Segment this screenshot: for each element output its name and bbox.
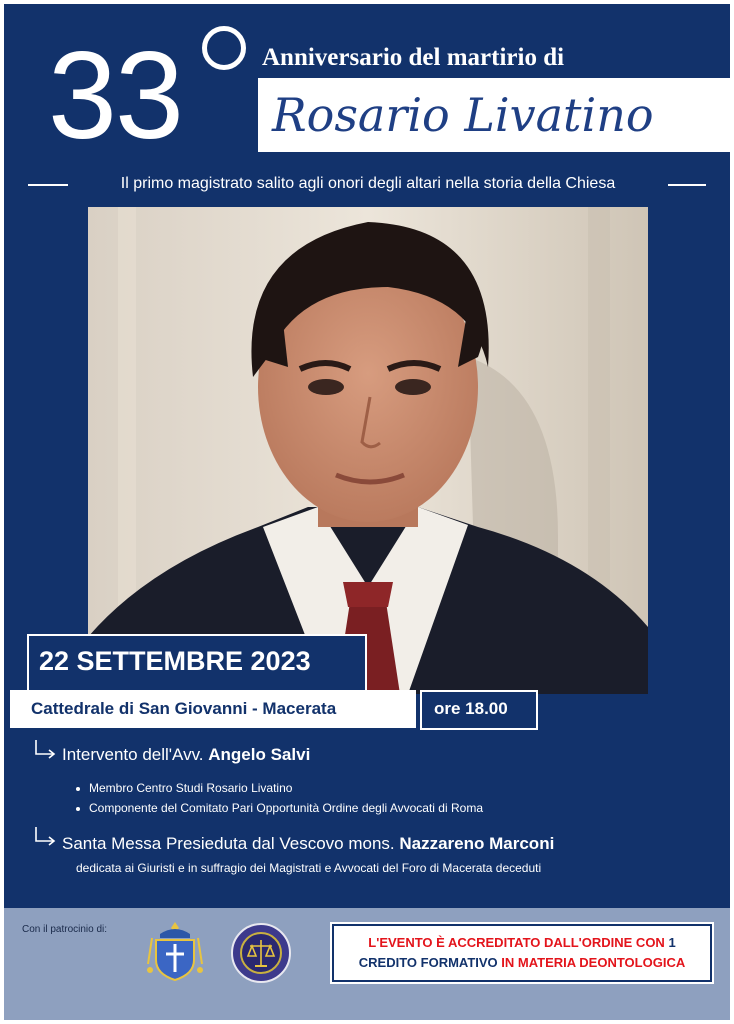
subtitle: Il primo magistrato salito agli onori degli altari nella storia della Chiesa: [120, 175, 616, 192]
speaker-detail-item: [76, 800, 483, 816]
subtitle-rule-left: [28, 184, 68, 186]
accreditation-notice: [332, 924, 712, 982]
corner-arrow-icon: [34, 740, 58, 762]
speaker-role: Intervento dell'Avv.: [62, 745, 204, 764]
credit-subject: IN MATERIA DEONTOLOGICA: [501, 955, 686, 970]
subtitle-rule-right: [668, 184, 706, 186]
corner-arrow-icon: [34, 827, 58, 849]
speaker-detail-text: Componente del Comitato Pari Opportunità Ordine degli Avvocati di Roma: [89, 801, 483, 815]
mass-description: Santa Messa Presieduta dal Vescovo mons.: [62, 834, 395, 853]
accreditation-line-1: [334, 934, 710, 952]
speaker-detail-item: [76, 780, 292, 796]
portrait-photo: [88, 207, 648, 694]
bar-association-seal-icon: [230, 922, 292, 984]
event-poster: [4, 4, 730, 1020]
anniversary-line: Anniversario del martirio di: [262, 44, 565, 71]
footer-band: [4, 908, 730, 1020]
credit-type: CREDITO FORMATIVO: [358, 955, 498, 970]
mass-dedication: dedicata ai Giuristi e in suffragio dei Magistrati e Avvocati del Foro di Macerata deceduti: [76, 861, 542, 875]
anniversary-number: 33: [48, 27, 182, 165]
accreditation-text: L'EVENTO È ACCREDITATO DALL'ORDINE CON: [368, 935, 665, 950]
speaker-detail-text: Membro Centro Studi Rosario Livatino: [89, 781, 293, 795]
program-item-speaker: [62, 744, 310, 766]
accreditation-line-2: [334, 954, 710, 972]
event-place: Cattedrale di San Giovanni - Macerata: [31, 699, 337, 718]
program-item-mass: [62, 833, 554, 855]
honoree-name: Rosario Livatino: [272, 88, 654, 142]
subtitle-row: [28, 172, 706, 196]
event-time: ore 18.00: [434, 699, 508, 718]
credit-count: 1: [668, 935, 676, 950]
diocese-crest-icon: [146, 920, 204, 984]
celebrant-name: Nazzareno Marconi: [399, 834, 555, 853]
speaker-name: Angelo Salvi: [208, 745, 311, 764]
degree-symbol: [202, 26, 246, 70]
patronage-label: Con il patrocinio di:: [22, 924, 108, 935]
event-date: 22 SETTEMBRE 2023: [39, 646, 311, 676]
